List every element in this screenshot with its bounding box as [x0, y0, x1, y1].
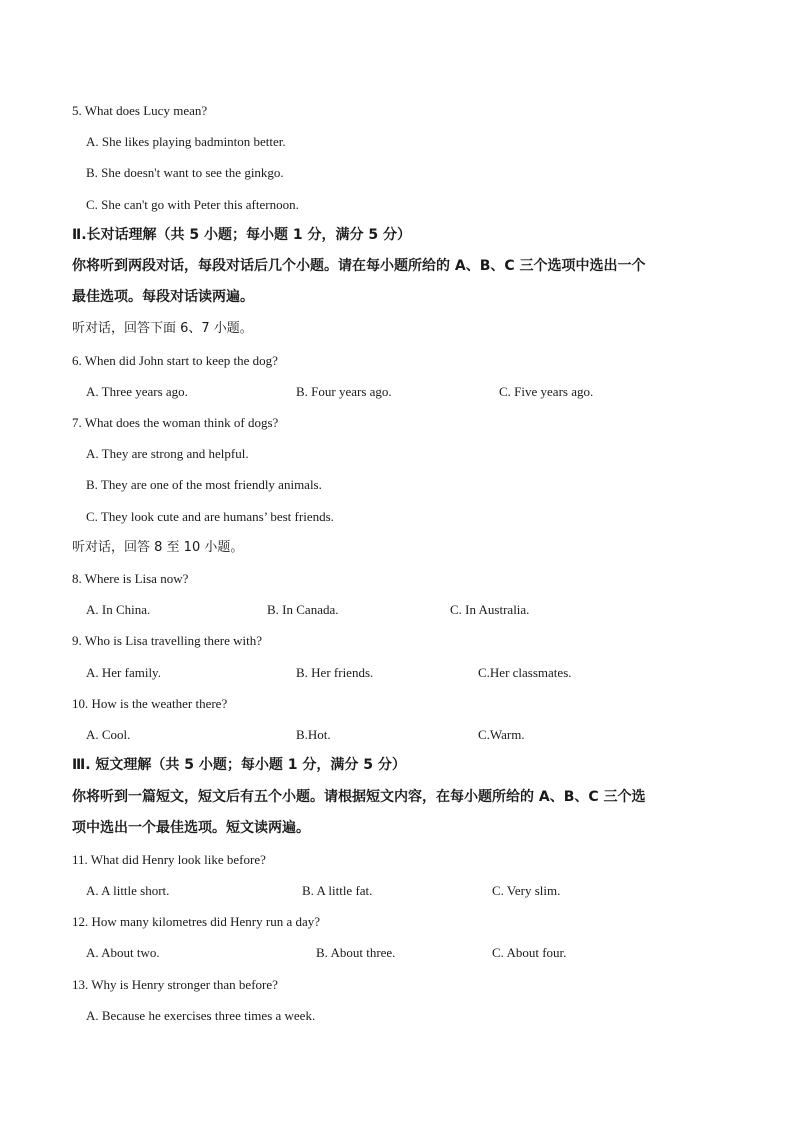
dialog-2-instruction: 听对话，回答 8 至 10 小题。: [72, 540, 244, 555]
section-3-instructions-line-1: 你将听到一篇短文，短文后有五个小题。请根据短文内容，在每小题所给的 A、B、C 三个选: [72, 789, 646, 805]
question-10-option-b: B.Hot.: [296, 727, 331, 742]
section-2-instructions-line-1: 你将听到两段对话，每段对话后几个小题。请在每小题所给的 A、B、C 三个选项中选出一个: [72, 258, 646, 274]
question-12-option-a: A. About two.: [86, 945, 160, 960]
question-7-stem: 7. What does the woman think of dogs?: [72, 415, 279, 430]
question-5-option-b: B. She doesn't want to see the ginkgo.: [86, 165, 284, 180]
question-6-option-b: B. Four years ago.: [296, 384, 392, 399]
question-9-option-a: A. Her family.: [86, 665, 161, 680]
section-3-instructions-line-2: 项中选出一个最佳选项。短文读两遍。: [72, 820, 310, 836]
question-10-option-a: A. Cool.: [86, 727, 131, 742]
question-9-option-c: C.Her classmates.: [478, 665, 572, 680]
question-8-option-b: B. In Canada.: [267, 602, 339, 617]
question-13-stem: 13. Why is Henry stronger than before?: [72, 977, 278, 992]
question-7-option-b: B. They are one of the most friendly animals.: [86, 477, 322, 492]
question-11-option-a: A. A little short.: [86, 883, 170, 898]
question-5-stem: 5. What does Lucy mean?: [72, 103, 208, 118]
question-12-option-c: C. About four.: [492, 945, 567, 960]
question-8-option-c: C. In Australia.: [450, 602, 530, 617]
question-7-option-c: C. They look cute and are humans’ best friends.: [86, 509, 334, 524]
question-8-option-a: A. In China.: [86, 602, 151, 617]
question-10-option-c: C.Warm.: [478, 727, 525, 742]
section-2-instructions-line-2: 最佳选项。每段对话读两遍。: [72, 289, 254, 305]
question-12-option-b: B. About three.: [316, 945, 396, 960]
question-9-stem: 9. Who is Lisa travelling there with?: [72, 633, 263, 648]
question-11-option-c: C. Very slim.: [492, 883, 561, 898]
question-13-option-a: A. Because he exercises three times a week.: [86, 1008, 316, 1023]
question-7-option-a: A. They are strong and helpful.: [86, 446, 249, 461]
question-6-stem: 6. When did John start to keep the dog?: [72, 353, 278, 368]
question-11-option-b: B. A little fat.: [302, 883, 373, 898]
question-6-option-a: A. Three years ago.: [86, 384, 188, 399]
question-8-stem: 8. Where is Lisa now?: [72, 571, 189, 586]
question-12-stem: 12. How many kilometres did Henry run a day?: [72, 914, 321, 929]
question-5-option-a: A. She likes playing badminton better.: [86, 134, 286, 149]
section-3-title: Ⅲ. 短文理解（共 5 小题；每小题 1 分，满分 5 分）: [72, 757, 406, 773]
question-11-stem: 11. What did Henry look like before?: [72, 852, 266, 867]
section-2-title: Ⅱ.长对话理解（共 5 小题；每小题 1 分，满分 5 分）: [72, 227, 412, 243]
question-5-option-c: C. She can't go with Peter this afternoon.: [86, 197, 299, 212]
question-6-option-c: C. Five years ago.: [499, 384, 594, 399]
question-9-option-b: B. Her friends.: [296, 665, 374, 680]
dialog-1-instruction: 听对话，回答下面 6、7 小题。: [72, 321, 253, 336]
question-10-stem: 10. How is the weather there?: [72, 696, 228, 711]
